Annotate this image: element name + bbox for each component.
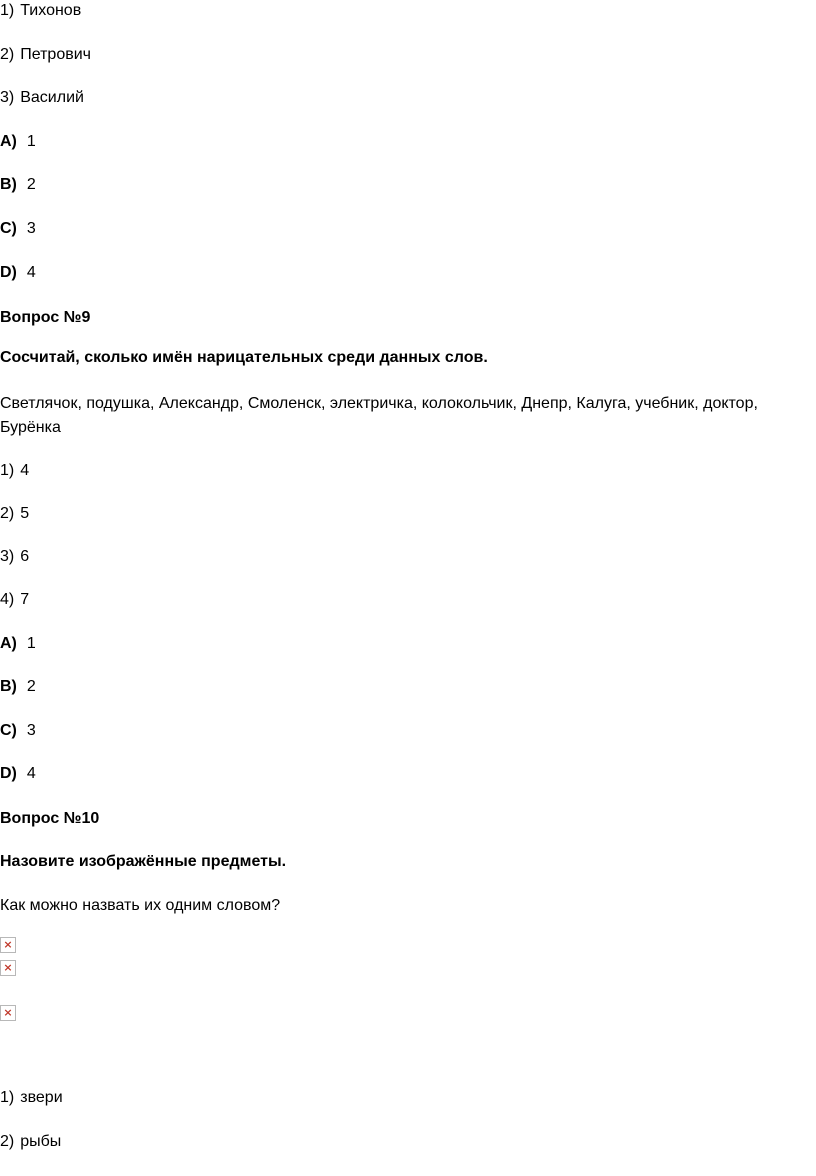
question-10-heading: Вопрос №10 <box>0 810 100 827</box>
option-text: рыбы <box>20 1133 62 1150</box>
q9-option-1 <box>0 460 29 482</box>
prev-answer-b <box>0 174 36 196</box>
prev-answer-c <box>0 218 36 240</box>
prev-answer-a <box>0 131 36 153</box>
prev-option-2 <box>0 44 91 66</box>
option-text: 5 <box>20 505 30 522</box>
broken-image-icon: × <box>0 960 16 976</box>
answer-letter: C) <box>0 220 17 237</box>
answer-letter: D) <box>0 264 17 281</box>
option-number: 3) <box>0 548 15 565</box>
broken-image-icon: × <box>0 937 16 953</box>
q9-answer-c <box>0 720 36 742</box>
answer-letter: A) <box>0 635 17 652</box>
option-number: 3) <box>0 89 15 106</box>
question-9-heading: Вопрос №9 <box>0 309 91 326</box>
option-number: 2) <box>0 1133 15 1150</box>
option-text: 6 <box>20 548 30 565</box>
q9-answer-b <box>0 676 36 698</box>
question-10-prompt: Назовите изображённые предметы. <box>0 853 287 870</box>
option-text: 7 <box>20 591 30 608</box>
question-10-sub-prompt: Как можно назвать их одним словом? <box>0 897 281 914</box>
question-9-prompt: Сосчитай, сколько имён нарицательных среди данных слов. <box>0 349 488 366</box>
question-9-words: Светлячок, подушка, Александр, Смоленск, электричка, колокольчик, Днепр, Калуга, учебник, доктор, Бурёнка <box>0 395 758 436</box>
q9-option-3 <box>0 546 29 568</box>
answer-value: 4 <box>26 264 36 281</box>
option-text: звери <box>20 1089 63 1106</box>
option-number: 4) <box>0 591 15 608</box>
option-text: 4 <box>20 462 30 479</box>
q9-option-4 <box>0 589 29 611</box>
option-text: Петрович <box>20 46 91 63</box>
option-text: Тихонов <box>20 2 82 19</box>
answer-letter: A) <box>0 133 17 150</box>
option-number: 2) <box>0 505 15 522</box>
q10-option-2 <box>0 1131 61 1153</box>
answer-value: 3 <box>26 220 36 237</box>
q10-option-1 <box>0 1087 63 1109</box>
answer-letter: D) <box>0 765 17 782</box>
q9-option-2 <box>0 503 29 525</box>
answer-value: 2 <box>26 176 36 193</box>
prev-option-1 <box>0 0 81 22</box>
answer-value: 1 <box>26 635 36 652</box>
answer-value: 1 <box>26 133 36 150</box>
answer-value: 3 <box>26 722 36 739</box>
option-number: 1) <box>0 462 15 479</box>
option-number: 1) <box>0 1089 15 1106</box>
q9-answer-d <box>0 763 36 785</box>
option-text: Василий <box>20 89 84 106</box>
broken-image-icon: × <box>0 1005 16 1021</box>
q9-answer-a <box>0 633 36 655</box>
option-number: 1) <box>0 2 15 19</box>
prev-option-3 <box>0 87 84 109</box>
answer-value: 4 <box>26 765 36 782</box>
answer-letter: C) <box>0 722 17 739</box>
answer-letter: B) <box>0 176 17 193</box>
option-number: 2) <box>0 46 15 63</box>
prev-answer-d <box>0 262 36 284</box>
answer-letter: B) <box>0 678 17 695</box>
answer-value: 2 <box>26 678 36 695</box>
